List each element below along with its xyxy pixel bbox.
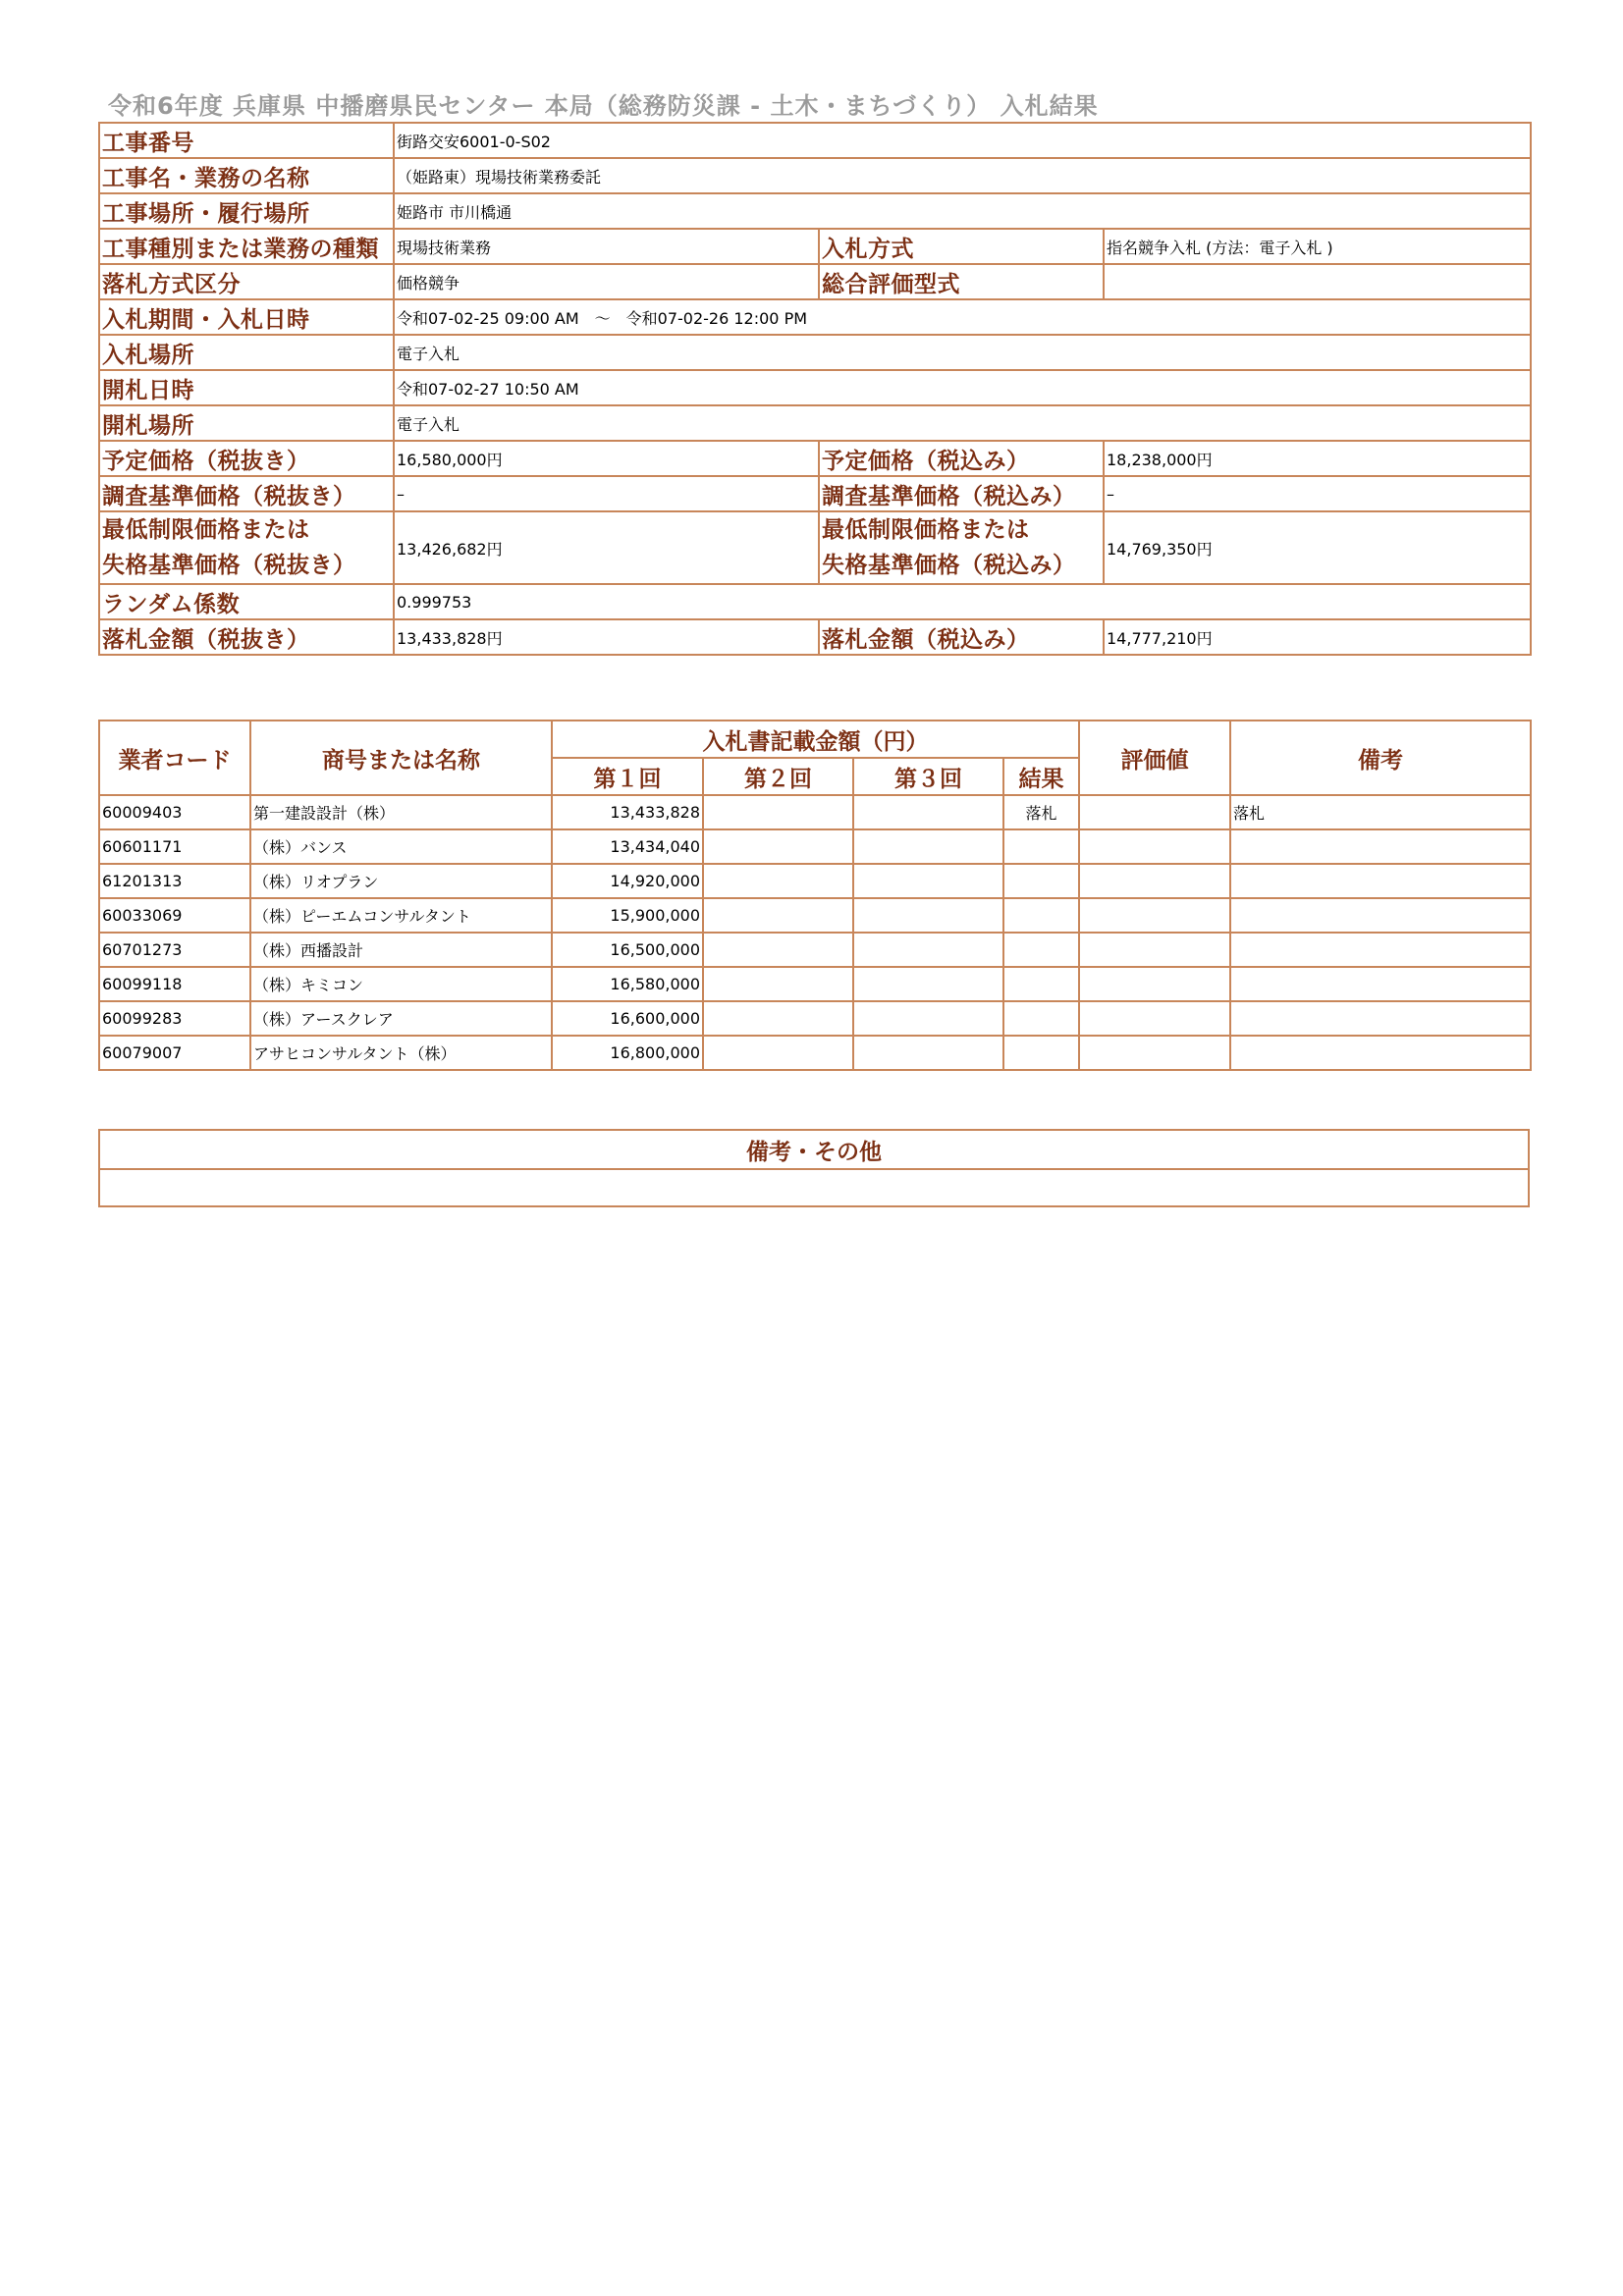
bidder-code: 60099283 xyxy=(99,1001,250,1036)
bid-remarks xyxy=(1230,898,1531,933)
bid-result xyxy=(1003,1036,1079,1070)
table-row xyxy=(99,829,1531,864)
bidders-header-row xyxy=(99,721,1531,758)
bidder-code: 60079007 xyxy=(99,1036,250,1070)
bid-evaluation xyxy=(1079,967,1230,1001)
info-row-work-location xyxy=(99,193,1531,229)
bid-round2 xyxy=(703,795,853,829)
bid-round1: 14,920,000 xyxy=(552,864,703,898)
info-row-bid-place xyxy=(99,335,1531,370)
table-row xyxy=(99,898,1531,933)
info-row-opening-datetime xyxy=(99,370,1531,405)
work-location-value: 姫路市 市川橋通 xyxy=(394,193,1531,229)
survey-price-ex-label: 調査基準価格（税抜き） xyxy=(99,476,394,511)
opening-datetime-value: 令和07-02-27 10:50 AM xyxy=(394,370,1531,405)
table-row xyxy=(99,1036,1531,1070)
min-price-in-label-line1: 最低制限価格または xyxy=(822,517,1030,543)
bid-round1: 16,800,000 xyxy=(552,1036,703,1070)
work-name-value: （姫路東）現場技術業務委託 xyxy=(394,158,1531,193)
bidder-code: 60099118 xyxy=(99,967,250,1001)
bid-remarks xyxy=(1230,967,1531,1001)
info-row-award-amount xyxy=(99,619,1531,655)
min-price-ex-label xyxy=(99,511,394,584)
min-price-in-value: 14,769,350円 xyxy=(1104,511,1531,584)
info-row-work-name xyxy=(99,158,1531,193)
header-name: 商号または名称 xyxy=(250,721,552,795)
bid-evaluation xyxy=(1079,864,1230,898)
bid-round1: 16,580,000 xyxy=(552,967,703,1001)
info-row-random-coef xyxy=(99,584,1531,619)
info-row-planned-price xyxy=(99,441,1531,476)
header-remarks: 備考 xyxy=(1230,721,1531,795)
bid-evaluation xyxy=(1079,933,1230,967)
bid-remarks xyxy=(1230,1001,1531,1036)
notes-header-row xyxy=(99,1130,1529,1169)
bid-place-label: 入札場所 xyxy=(99,335,394,370)
bid-result xyxy=(1003,967,1079,1001)
work-name-label: 工事名・業務の名称 xyxy=(99,158,394,193)
table-row xyxy=(99,795,1531,829)
header-round2: 第２回 xyxy=(703,758,853,795)
bid-result xyxy=(1003,1001,1079,1036)
bid-round2 xyxy=(703,967,853,1001)
table-row xyxy=(99,933,1531,967)
bid-remarks xyxy=(1230,933,1531,967)
min-price-ex-label-line2: 失格基準価格（税抜き） xyxy=(102,553,356,578)
award-amount-ex-label: 落札金額（税抜き） xyxy=(99,619,394,655)
bid-remarks: 落札 xyxy=(1230,795,1531,829)
info-row-work-number xyxy=(99,123,1531,158)
bid-remarks xyxy=(1230,829,1531,864)
planned-price-ex-label: 予定価格（税抜き） xyxy=(99,441,394,476)
opening-place-label: 開札場所 xyxy=(99,405,394,441)
bid-round2 xyxy=(703,1036,853,1070)
bid-round1: 16,500,000 xyxy=(552,933,703,967)
random-coef-value: 0.999753 xyxy=(394,584,1531,619)
bid-remarks xyxy=(1230,1036,1531,1070)
min-price-in-label xyxy=(819,511,1104,584)
bid-round2 xyxy=(703,1001,853,1036)
planned-price-in-label: 予定価格（税込み） xyxy=(819,441,1104,476)
bid-round3 xyxy=(853,829,1003,864)
bidder-code: 60601171 xyxy=(99,829,250,864)
bidder-name: （株）ピーエムコンサルタント xyxy=(250,898,552,933)
min-price-ex-label-line1: 最低制限価格または xyxy=(102,517,310,543)
info-row-min-price xyxy=(99,511,1531,584)
bid-round2 xyxy=(703,864,853,898)
bid-round3 xyxy=(853,898,1003,933)
bidders-table xyxy=(98,720,1532,1071)
bid-evaluation xyxy=(1079,795,1230,829)
bid-round1: 15,900,000 xyxy=(552,898,703,933)
info-row-survey-price xyxy=(99,476,1531,511)
bidder-name: （株）バンス xyxy=(250,829,552,864)
award-method-value: 価格競争 xyxy=(394,264,819,299)
info-row-bid-period xyxy=(99,299,1531,335)
bid-evaluation xyxy=(1079,1001,1230,1036)
info-row-opening-place xyxy=(99,405,1531,441)
bidder-name: （株）西播設計 xyxy=(250,933,552,967)
bidder-name: （株）アースクレア xyxy=(250,1001,552,1036)
notes-header: 備考・その他 xyxy=(99,1130,1529,1169)
bid-result xyxy=(1003,933,1079,967)
bid-result xyxy=(1003,864,1079,898)
survey-price-in-value: – xyxy=(1104,476,1531,511)
work-number-label: 工事番号 xyxy=(99,123,394,158)
bid-round3 xyxy=(853,864,1003,898)
bid-result xyxy=(1003,829,1079,864)
bid-round3 xyxy=(853,1001,1003,1036)
bid-round1: 13,433,828 xyxy=(552,795,703,829)
opening-datetime-label: 開札日時 xyxy=(99,370,394,405)
work-type-value: 現場技術業務 xyxy=(394,229,819,264)
header-code: 業者コード xyxy=(99,721,250,795)
bid-evaluation xyxy=(1079,898,1230,933)
bid-round3 xyxy=(853,933,1003,967)
bid-period-label: 入札期間・入札日時 xyxy=(99,299,394,335)
header-amount-group: 入札書記載金額（円） xyxy=(552,721,1079,758)
award-method-label: 落札方式区分 xyxy=(99,264,394,299)
survey-price-in-label: 調査基準価格（税込み） xyxy=(819,476,1104,511)
info-row-award-method xyxy=(99,264,1531,299)
bid-result: 落札 xyxy=(1003,795,1079,829)
bid-remarks xyxy=(1230,864,1531,898)
header-result: 結果 xyxy=(1003,758,1079,795)
bid-round1: 13,434,040 xyxy=(552,829,703,864)
random-coef-label: ランダム係数 xyxy=(99,584,394,619)
planned-price-in-value: 18,238,000円 xyxy=(1104,441,1531,476)
bid-method-label: 入札方式 xyxy=(819,229,1104,264)
opening-place-value: 電子入札 xyxy=(394,405,1531,441)
work-number-value: 街路交安6001-0-S02 xyxy=(394,123,1531,158)
award-amount-in-label: 落札金額（税込み） xyxy=(819,619,1104,655)
bidder-name: （株）リオプラン xyxy=(250,864,552,898)
table-row xyxy=(99,967,1531,1001)
bid-round3 xyxy=(853,795,1003,829)
evaluation-type-value xyxy=(1104,264,1531,299)
info-row-work-type xyxy=(99,229,1531,264)
award-amount-ex-value: 13,433,828円 xyxy=(394,619,819,655)
bidder-code: 61201313 xyxy=(99,864,250,898)
bid-round1: 16,600,000 xyxy=(552,1001,703,1036)
evaluation-type-label: 総合評価型式 xyxy=(819,264,1104,299)
bidder-code: 60701273 xyxy=(99,933,250,967)
planned-price-ex-value: 16,580,000円 xyxy=(394,441,819,476)
header-evaluation: 評価値 xyxy=(1079,721,1230,795)
bid-period-value: 令和07-02-25 09:00 AM ～ 令和07-02-26 12:00 PM xyxy=(394,299,1531,335)
bid-round3 xyxy=(853,967,1003,1001)
work-location-label: 工事場所・履行場所 xyxy=(99,193,394,229)
bid-method-value: 指名競争入札 (方法：電子入札 ) xyxy=(1104,229,1531,264)
bid-round2 xyxy=(703,933,853,967)
bid-evaluation xyxy=(1079,1036,1230,1070)
bidder-code: 60033069 xyxy=(99,898,250,933)
notes-table xyxy=(98,1129,1530,1207)
work-type-label: 工事種別または業務の種類 xyxy=(99,229,394,264)
header-round3: 第３回 xyxy=(853,758,1003,795)
min-price-ex-value: 13,426,682円 xyxy=(394,511,819,584)
bid-round2 xyxy=(703,829,853,864)
bidder-name: アサヒコンサルタント（株） xyxy=(250,1036,552,1070)
bidder-name: 第一建設設計（株） xyxy=(250,795,552,829)
bidder-code: 60009403 xyxy=(99,795,250,829)
header-round1: 第１回 xyxy=(552,758,703,795)
document-title: 令和6年度 兵庫県 中播磨県民センター 本局（総務防災課 - 土木・まちづくり） 入札結果 xyxy=(108,92,1099,120)
table-row xyxy=(99,1001,1531,1036)
bidder-name: （株）キミコン xyxy=(250,967,552,1001)
award-amount-in-value: 14,777,210円 xyxy=(1104,619,1531,655)
bid-info-table xyxy=(98,122,1532,656)
survey-price-ex-value: – xyxy=(394,476,819,511)
min-price-in-label-line2: 失格基準価格（税込み） xyxy=(822,553,1076,578)
bid-round3 xyxy=(853,1036,1003,1070)
bid-evaluation xyxy=(1079,829,1230,864)
table-row xyxy=(99,864,1531,898)
notes-content-row xyxy=(99,1169,1529,1206)
notes-content xyxy=(99,1169,1529,1206)
bid-place-value: 電子入札 xyxy=(394,335,1531,370)
bid-result xyxy=(1003,898,1079,933)
bid-round2 xyxy=(703,898,853,933)
